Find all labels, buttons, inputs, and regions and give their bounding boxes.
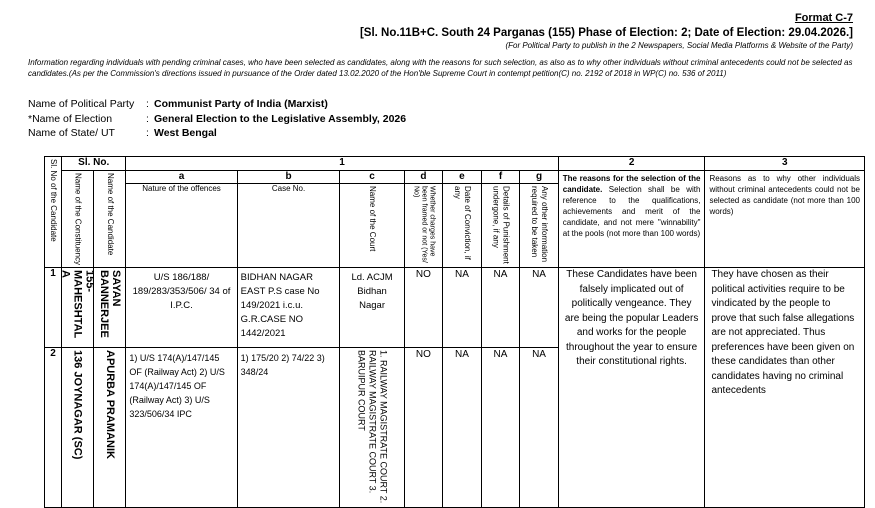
election-label: *Name of Election: [28, 113, 113, 125]
letter-f: f: [481, 171, 520, 184]
header-constituency: [62, 171, 94, 268]
reason-selection-cell: These Candidates have been falsely implicated out of politically vengeance. They are being the popular Leaders and works for the people throughout the year to ensure their constitutional rights.: [558, 268, 705, 508]
state-row: [28, 127, 217, 139]
letter-e: e: [443, 171, 482, 184]
election-row: [28, 113, 406, 125]
party-label: Name of Political Party: [28, 98, 135, 110]
row-candidate: [94, 268, 126, 348]
colon: :: [146, 113, 149, 125]
criminal-antecedents-table: [44, 156, 865, 508]
header-candidate: [94, 171, 126, 268]
information-paragraph: Information regarding individuals with pending criminal cases, who have been selected as candidates, along with the reasons for such selection, as also as to why other individuals without criminal antecedents could not be selected as candidates.(As per the Commission's directions issued in pursuance of the Order dated 13.02.2020 of the Hon'ble Supreme Court in contempt petition(C) no. 2192 of 2018 in WP(C) no. 536 of 2011): [28, 58, 853, 78]
header-reasons-selection-bold: The reasons for the selection of the candidate.: [562, 174, 701, 194]
header-charges: [404, 184, 443, 268]
row-other: NA: [520, 268, 559, 348]
header-constituency-text: Name of the Constituency: [73, 173, 83, 266]
header-candidate-text: Name of the Candidate: [105, 173, 115, 256]
row-other: NA: [520, 348, 559, 508]
header-conviction: [443, 184, 482, 268]
row-candidate-text: APURBA PRAMANIK: [103, 350, 116, 459]
colon: :: [146, 127, 149, 139]
row-constituency-text: 136 JOYNAGAR (SC): [71, 350, 84, 460]
row-charges: NO: [404, 348, 443, 508]
party-value: Communist Party of India (Marxist): [154, 98, 328, 110]
publish-note: (For Political Party to publish in the 2 Newspapers, Social Media Platforms & Website of the Party): [505, 41, 853, 50]
header-group-2: 2: [558, 157, 705, 171]
header-nature-offences: Nature of the offences: [126, 184, 237, 268]
row-court: [340, 348, 404, 508]
row-punishment: NA: [481, 348, 520, 508]
reason-others-cell: They have chosen as their political activities require to be vindicated by the people to prove that such false allegations are not appreciated. Thus preferences have been given on these candidates than other candidates having no criminal antecedents: [705, 268, 865, 508]
serial-election-line: [Sl. No.11B+C. South 24 Parganas (155) Phase of Election: 2; Date of Election: 29.04.2026.]: [359, 27, 853, 39]
row-case-no: BIDHAN NAGAR EAST P.S case No 149/2021 i.c.u. G.R.CASE NO 1442/2021: [237, 268, 340, 348]
row-constituency-text: 155- MAHESHTAL A: [59, 270, 96, 339]
row-case-no: 1) 175/20 2) 74/22 3) 348/24: [237, 348, 340, 508]
row-sl: 2: [45, 348, 62, 508]
header-court: [340, 184, 404, 268]
row-constituency: [62, 348, 94, 508]
row-candidate: [94, 348, 126, 508]
format-code: Format C-7: [794, 12, 853, 24]
header-reasons-selection: [558, 171, 705, 268]
header-case-no: Case No.: [237, 184, 340, 268]
header-punishment: [481, 184, 520, 268]
header-reasons-selection-rest: Selection shall be with reference to the qualifications, achievements and merit of the candidate, and not mere "winnability" at the pools (not more than 100 words): [562, 185, 701, 238]
table-row: [45, 268, 865, 348]
header-other-info-text: Any other information required to be taken: [530, 186, 550, 263]
letter-b: b: [237, 171, 340, 184]
election-value: General Election to the Legislative Assembly, 2026: [154, 113, 407, 125]
row-punishment: NA: [481, 268, 520, 348]
party-row: [28, 98, 328, 110]
letter-c: c: [340, 171, 404, 184]
letter-d: d: [404, 171, 443, 184]
row-constituency: [59, 268, 96, 348]
header-charges-text: Whether charges have been framed or not (Yes/ No): [412, 186, 436, 263]
row-offence: U/S 186/188/ 189/283/353/506/ 34 of I.P.C.: [126, 268, 237, 348]
row-charges: NO: [404, 268, 443, 348]
header-punishment-text: Details of Punishment undergone, if any: [491, 186, 511, 264]
row-conviction: NA: [443, 348, 482, 508]
row-conviction: NA: [443, 268, 482, 348]
row-candidate-text: SAYAN BANNERJEE: [97, 270, 122, 338]
header-court-text: Name of the Court: [368, 186, 378, 252]
letter-g: g: [520, 171, 559, 184]
header-group-3: 3: [705, 157, 865, 171]
row-court: Ld. ACJM Bidhan Nagar: [340, 268, 404, 348]
row-court-text: 1. RAILWAY MAGISTRATE COURT 2. RAILWAY MAGISTRATE COURT 3. BARUIPUR COURT: [356, 350, 389, 504]
header-reasons-others: Reasons as to why other individuals without criminal antecedents could not be selected as candidate (not more than 100 words): [705, 171, 865, 268]
header-conviction-text: Date of Conviction, if any: [452, 186, 472, 260]
header-other-info: [520, 184, 559, 268]
header-group-1: 1: [126, 157, 558, 171]
state-value: West Bengal: [154, 127, 217, 139]
header-sl-no: Sl. No.: [62, 157, 126, 171]
header-sl-candidate: [45, 157, 62, 268]
state-label: Name of State/ UT: [28, 127, 115, 139]
row-offence: 1) U/S 174(A)/147/145 OF (Railway Act) 2) U/S 174(A)/147/145 OF (Railway Act) 3) U/S 323/506/34 IPC: [126, 348, 237, 508]
colon: :: [146, 98, 149, 110]
header-sl-candidate-text: Sl. No of the Candidate: [49, 159, 59, 242]
row-sl: 1: [45, 268, 62, 348]
letter-a: a: [126, 171, 237, 184]
